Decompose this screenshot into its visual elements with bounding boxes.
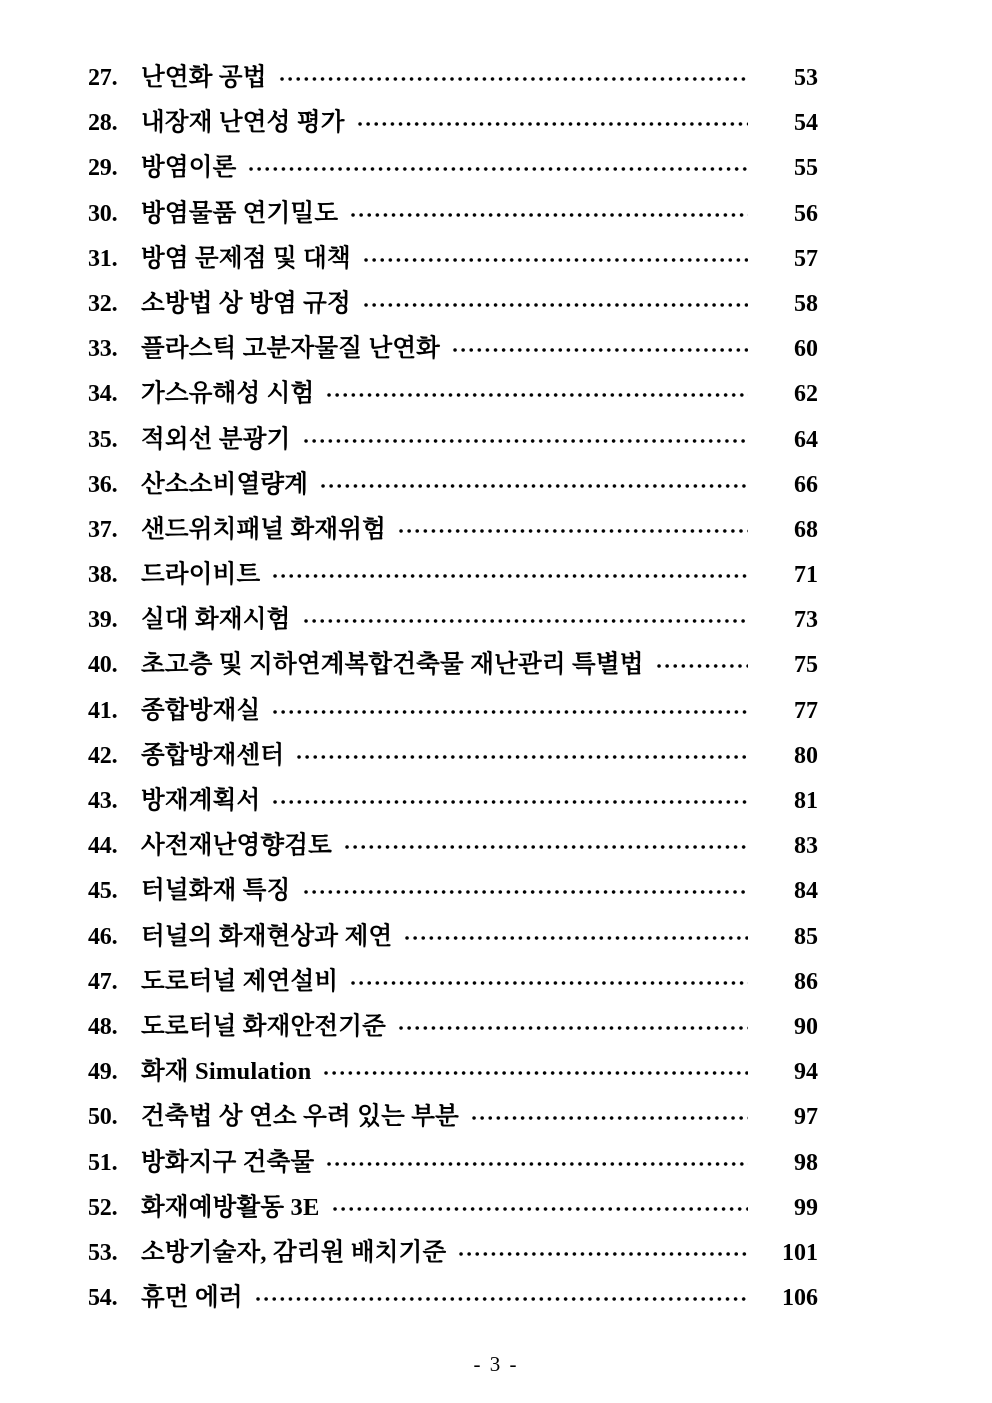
toc-entry-page-number: 62 [794, 381, 818, 408]
toc-entry[interactable] [88, 645, 818, 690]
toc-entry[interactable] [88, 555, 818, 600]
toc-entry-number: 42. [88, 742, 118, 769]
toc-dot-leader [333, 1191, 748, 1215]
toc-entry[interactable] [88, 284, 818, 329]
toc-dot-leader [472, 1100, 748, 1124]
toc-entry-number: 54. [88, 1285, 118, 1312]
toc-entry[interactable] [88, 1143, 818, 1188]
toc-entry[interactable] [88, 374, 818, 419]
toc-entry-page-number: 68 [794, 516, 818, 543]
toc-entry-number: 43. [88, 788, 118, 814]
toc-dot-leader [321, 468, 748, 492]
toc-entry[interactable] [88, 58, 818, 103]
toc-dot-leader [453, 332, 748, 356]
toc-entry-page-number: 83 [794, 833, 818, 860]
toc-entry-page-number: 94 [794, 1059, 818, 1086]
toc-entry-title: 초고층 및 지하연계복합건축물 재난관리 특별법 [141, 651, 644, 679]
toc-entry-number: 36. [88, 471, 118, 498]
toc-entry[interactable] [88, 691, 818, 736]
toc-dot-leader [657, 648, 748, 672]
toc-entry[interactable] [88, 871, 818, 916]
toc-entry-title: 방재계획서 [141, 787, 261, 814]
toc-entry-title: 종합방재센터 [141, 741, 285, 769]
toc-entry[interactable] [88, 1278, 818, 1323]
toc-entry[interactable] [88, 103, 818, 148]
toc-entry-page-number: 77 [794, 697, 818, 724]
toc-entry-page-number: 84 [794, 878, 818, 905]
toc-dot-leader [297, 739, 748, 763]
toc-dot-leader [273, 694, 748, 718]
toc-entry-title: 화재예방활동 3E [141, 1193, 320, 1221]
toc-entry-page-number: 90 [794, 1013, 818, 1040]
toc-dot-leader [364, 242, 748, 266]
toc-entry-number: 28. [88, 110, 118, 137]
toc-entry[interactable] [88, 420, 818, 465]
toc-dot-leader [280, 61, 748, 85]
toc-entry-number: 47. [88, 968, 118, 995]
toc-entry-number: 29. [88, 155, 118, 182]
toc-entry-page-number: 73 [794, 607, 818, 634]
toc-entry-title: 휴먼 에러 [141, 1284, 243, 1312]
toc-entry-title: 방염 문제점 및 대책 [141, 244, 351, 272]
toc-entry-number: 27. [88, 65, 118, 91]
toc-entry-number: 40. [88, 652, 118, 679]
toc-entry-page-number: 57 [794, 245, 818, 272]
toc-entry-page-number: 60 [794, 336, 818, 363]
toc-entry-page-number: 56 [794, 200, 818, 227]
toc-entry-number: 50. [88, 1104, 118, 1131]
toc-dot-leader [345, 829, 748, 853]
toc-entry-page-number: 53 [794, 65, 818, 91]
toc-entry-page-number: 75 [794, 652, 818, 679]
toc-entry-number: 37. [88, 516, 118, 543]
toc-entry[interactable] [88, 917, 818, 962]
table-of-contents [88, 58, 818, 1323]
toc-entry-title: 샌드위치패널 화재위험 [141, 515, 386, 543]
toc-entry-page-number: 81 [794, 788, 818, 814]
toc-entry-title: 방염물품 연기밀도 [141, 199, 339, 227]
toc-entry-page-number: 85 [794, 923, 818, 950]
toc-entry-title: 도로터널 제연설비 [141, 967, 339, 995]
toc-entry-title: 종합방재실 [141, 696, 261, 724]
toc-entry-title: 터널의 화재현상과 제연 [141, 922, 393, 950]
toc-entry-title: 가스유해성 시험 [141, 380, 315, 408]
toc-dot-leader [273, 784, 748, 808]
toc-dot-leader [405, 920, 748, 944]
toc-entry-page-number: 58 [794, 290, 818, 317]
toc-entry-number: 35. [88, 426, 118, 453]
toc-entry-title: 방염이론 [141, 154, 237, 182]
toc-entry-page-number: 71 [794, 562, 818, 589]
toc-entry-page-number: 80 [794, 742, 818, 769]
toc-entry[interactable] [88, 1052, 818, 1097]
toc-entry[interactable] [88, 239, 818, 284]
toc-entry-number: 48. [88, 1013, 118, 1040]
toc-entry-title: 화재 Simulation [141, 1058, 312, 1086]
toc-entry[interactable] [88, 1007, 818, 1052]
toc-entry[interactable] [88, 736, 818, 781]
toc-dot-leader [351, 965, 748, 989]
toc-dot-leader [364, 287, 748, 311]
toc-entry-page-number: 98 [794, 1149, 818, 1176]
toc-entry-title: 드라이비트 [141, 561, 261, 589]
toc-entry[interactable] [88, 1233, 818, 1278]
toc-entry[interactable] [88, 1097, 818, 1142]
toc-entry-title: 내장재 난연성 평가 [141, 109, 345, 137]
toc-entry-title: 난연화 공법 [141, 64, 267, 91]
toc-dot-leader [351, 197, 748, 221]
toc-entry-number: 44. [88, 833, 118, 860]
toc-dot-leader [399, 1010, 748, 1034]
toc-dot-leader [327, 377, 748, 401]
toc-dot-leader [256, 1281, 748, 1305]
toc-dot-leader [324, 1055, 748, 1079]
toc-entry-number: 34. [88, 381, 118, 408]
toc-entry-page-number: 97 [794, 1104, 818, 1131]
toc-entry-number: 52. [88, 1194, 118, 1221]
page-number-footer: - 3 - [473, 1352, 519, 1376]
toc-entry-number: 53. [88, 1239, 118, 1266]
toc-entry-title: 소방법 상 방염 규정 [141, 289, 351, 317]
toc-entry-number: 39. [88, 607, 118, 634]
toc-entry-page-number: 64 [794, 426, 818, 453]
toc-entry-number: 51. [88, 1149, 118, 1176]
toc-dot-leader [273, 558, 748, 582]
toc-entry-title: 실대 화재시험 [141, 606, 291, 634]
toc-entry-number: 31. [88, 245, 118, 272]
toc-entry-title: 소방기술자, 감리원 배치기준 [141, 1238, 447, 1266]
toc-entry[interactable] [88, 148, 818, 193]
toc-entry[interactable] [88, 962, 818, 1007]
toc-entry-number: 38. [88, 562, 118, 589]
toc-entry[interactable] [88, 781, 818, 826]
toc-entry-title: 사전재난영향검토 [141, 832, 332, 860]
toc-entry-title: 도로터널 화재안전기준 [141, 1012, 386, 1040]
toc-entry-title: 플라스틱 고분자물질 난연화 [141, 335, 441, 363]
toc-entry-number: 49. [88, 1059, 118, 1086]
toc-dot-leader [304, 423, 748, 447]
toc-entry-page-number: 106 [782, 1285, 818, 1312]
toc-entry-page-number: 99 [794, 1194, 818, 1221]
toc-entry-page-number: 86 [794, 968, 818, 995]
toc-entry-number: 45. [88, 878, 118, 905]
toc-entry[interactable] [88, 465, 818, 510]
toc-dot-leader [249, 151, 748, 175]
toc-entry-page-number: 66 [794, 471, 818, 498]
toc-dot-leader [304, 874, 748, 898]
toc-entry[interactable] [88, 510, 818, 555]
toc-entry-page-number: 54 [794, 110, 818, 137]
toc-dot-leader [304, 603, 748, 627]
toc-entry-title: 산소소비열량계 [141, 470, 309, 498]
toc-entry-page-number: 55 [794, 155, 818, 182]
toc-dot-leader [327, 1146, 748, 1170]
toc-dot-leader [459, 1236, 748, 1260]
toc-entry-number: 30. [88, 200, 118, 227]
toc-entry[interactable] [88, 600, 818, 645]
toc-entry-title: 건축법 상 연소 우려 있는 부분 [141, 1103, 460, 1131]
toc-entry-number: 46. [88, 923, 118, 950]
toc-entry[interactable] [88, 1188, 818, 1233]
toc-dot-leader [399, 513, 748, 537]
toc-entry-number: 41. [88, 697, 118, 724]
toc-entry-title: 터널화재 특징 [141, 877, 291, 905]
toc-dot-leader [358, 106, 748, 130]
toc-entry-title: 적외선 분광기 [141, 425, 291, 453]
toc-entry-title: 방화지구 건축물 [141, 1148, 315, 1176]
toc-entry[interactable] [88, 329, 818, 374]
toc-entry-number: 32. [88, 290, 118, 317]
toc-entry-number: 33. [88, 336, 118, 363]
toc-entry[interactable] [88, 826, 818, 871]
toc-entry[interactable] [88, 194, 818, 239]
toc-entry-page-number: 101 [782, 1239, 818, 1266]
